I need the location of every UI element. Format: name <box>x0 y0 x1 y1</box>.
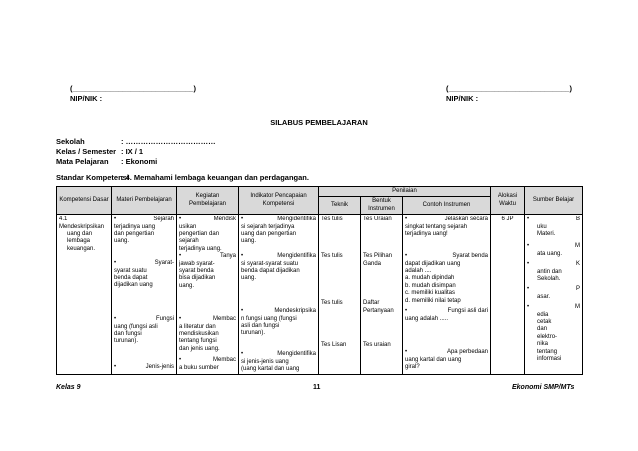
kegiatan-line: uang. <box>179 282 195 289</box>
kegiatan-line: jawab syarat- <box>179 260 215 267</box>
kegiatan-line: sejarah <box>179 238 199 245</box>
cell-bentuk <box>361 215 403 375</box>
sumber-line: M <box>575 243 581 250</box>
indikator-line: n fungsi uang (fungsi <box>241 315 297 322</box>
sumber-item <box>527 304 580 363</box>
materi-item <box>114 216 174 246</box>
materi-line: Fungsi <box>155 316 174 323</box>
indikator-item <box>241 308 316 338</box>
bullet-icon: • <box>405 308 408 315</box>
bullet-icon: • <box>241 253 244 260</box>
contoh-item <box>405 253 488 305</box>
indikator-line: turunan). <box>241 330 266 337</box>
indikator-item <box>241 351 316 373</box>
bullet-icon: • <box>527 304 530 311</box>
kegiatan-line: Mendisk <box>213 216 236 223</box>
bentuk-line: Pertanyaan <box>363 307 394 314</box>
materi-item <box>114 364 174 371</box>
indikator-line: si sejarah terjadinya <box>241 223 295 230</box>
kegiatan-line: terjadinya uang. <box>179 245 222 252</box>
teknik-item: Tes tulis <box>321 300 343 307</box>
header-bentuk: Bentuk Instrumen <box>361 197 403 215</box>
sumber-item <box>527 286 580 301</box>
bullet-icon: • <box>179 216 182 223</box>
contoh-line: Syarat benda <box>452 253 489 260</box>
kegiatan-line: dan jenis uang. <box>179 345 220 352</box>
footer-left: Kelas 9 <box>56 384 81 391</box>
header-kd: Kompetensi Dasar <box>57 187 112 215</box>
teknik-item: Tes tulis <box>321 216 343 223</box>
kegiatan-line: usikan <box>179 223 197 230</box>
mapel-label: Mata Pelajaran <box>56 157 109 166</box>
kegiatan-item <box>179 316 236 353</box>
cell-kegiatan <box>177 215 239 375</box>
sumber-line: tentang <box>537 348 558 355</box>
signature-left-nip: NIP/NIK : <box>70 94 103 103</box>
contoh-line: terjadinya uang! <box>405 231 448 238</box>
bullet-icon: • <box>114 260 117 267</box>
header-sumber: Sumber Belajar <box>525 187 583 215</box>
footer-right: Ekonomi SMP/MTs <box>512 384 575 391</box>
cell-teknik <box>319 215 361 375</box>
sumber-line: asar. <box>537 293 551 300</box>
header-row-1 <box>57 187 583 197</box>
bullet-icon: • <box>114 216 117 223</box>
bentuk-item <box>363 216 392 223</box>
indikator-line: uang. <box>241 238 257 245</box>
sumber-line: antin dan <box>537 268 562 275</box>
contoh-line: uang kartal dan uang <box>405 356 462 363</box>
kd-line: keuangan. <box>67 245 96 252</box>
bullet-icon: • <box>179 316 182 323</box>
sumber-line: elektro- <box>537 333 558 340</box>
kegiatan-line: mendiskusikan <box>179 331 219 338</box>
contoh-line: d. memiliki nilai tetap <box>405 297 461 304</box>
sumber-line: ata uang. <box>537 250 563 257</box>
bentuk-line: Tes uraian <box>363 342 391 349</box>
indikator-line: si syarat-syarat suatu <box>241 260 299 267</box>
syllabus-table <box>56 186 583 375</box>
signature-right-line: (_____________________________) <box>446 84 572 93</box>
materi-line: dan fungsi <box>114 331 142 338</box>
contoh-line: Jelaskan secara <box>444 216 489 223</box>
sumber-line: Sekolah. <box>537 276 561 283</box>
materi-item <box>114 260 174 290</box>
info-values <box>121 137 216 167</box>
header-kegiatan: Kegiatan Pembelajaran <box>177 187 239 215</box>
header-penilaian: Penilaian <box>319 187 491 197</box>
contoh-line: giral? <box>405 364 420 371</box>
info-labels <box>56 137 116 167</box>
signature-right <box>446 84 572 104</box>
bentuk-item <box>363 253 392 268</box>
bullet-icon: • <box>405 349 408 356</box>
kegiatan-line: bisa dijadikan <box>179 275 216 282</box>
table-row <box>57 215 583 375</box>
mapel-value: : Ekonomi <box>121 157 158 166</box>
contoh-item <box>405 349 488 371</box>
bentuk-line: Tes Uraian <box>363 216 392 223</box>
teknik-item: Tes Lisan <box>321 342 347 349</box>
sumber-item <box>527 261 580 283</box>
kegiatan-item <box>179 357 236 372</box>
kegiatan-item <box>179 216 236 253</box>
indikator-item <box>241 253 316 283</box>
contoh-item <box>405 308 488 323</box>
kegiatan-line: a literatur dan <box>179 323 216 330</box>
sumber-line: cetak <box>537 319 552 326</box>
materi-line: dan pengertian <box>114 231 155 238</box>
bullet-icon: • <box>527 243 530 250</box>
kegiatan-line: pengertian dan <box>179 231 220 238</box>
contoh-line: dapat dijadikan uang <box>405 260 461 267</box>
contoh-line: adalah .... <box>405 268 432 275</box>
bullet-icon: • <box>527 261 530 268</box>
materi-line: Syarat- <box>154 260 174 267</box>
sk-label: Standar Kompetensi <box>56 173 129 182</box>
indikator-line: benda dapat dijadikan <box>241 268 300 275</box>
indikator-line: asli dan fungsi <box>241 323 280 330</box>
materi-line: syarat suatu <box>114 267 147 274</box>
cell-contoh <box>403 215 491 375</box>
kd-line: 4.1 Mendeskripsikan <box>59 216 105 230</box>
materi-line: Sejarah <box>153 216 174 223</box>
bullet-icon: • <box>114 364 117 371</box>
bentuk-line: Ganda <box>363 260 382 267</box>
bullet-icon: • <box>241 216 244 223</box>
kd-text <box>59 216 109 253</box>
sumber-line: dan <box>537 326 548 333</box>
bentuk-line: Tes Pilihan <box>363 253 393 260</box>
indikator-line: uang dan pengertian <box>241 231 297 238</box>
materi-line: benda dapat <box>114 275 148 282</box>
sumber-item <box>527 243 580 258</box>
sekolah-label: Sekolah <box>56 137 85 146</box>
indikator-line: Mengidentifika <box>277 351 316 358</box>
kelas-value: : IX / 1 <box>121 147 144 156</box>
sumber-line: Materi. <box>537 231 556 238</box>
signature-left <box>70 84 196 104</box>
kegiatan-item <box>179 253 236 290</box>
bullet-icon: • <box>179 357 182 364</box>
bullet-icon: • <box>241 351 244 358</box>
header-materi: Materi Pembelajaran <box>112 187 177 215</box>
materi-line: dijadikan uang <box>114 282 153 289</box>
bullet-icon: • <box>114 316 117 323</box>
bentuk-line: Daftar <box>363 300 380 307</box>
kd-line: lembaga <box>67 238 91 245</box>
sumber-line: M <box>575 304 581 311</box>
materi-line: Jenis-jenis <box>145 364 174 371</box>
signature-left-line: (_____________________________) <box>70 84 196 93</box>
bullet-icon: • <box>527 216 530 223</box>
sumber-line: K <box>576 261 581 268</box>
bullet-icon: • <box>179 253 182 260</box>
sumber-line: nika <box>537 341 549 348</box>
contoh-line: c. memiliki kualitas <box>405 290 456 297</box>
kegiatan-line: syarat benda <box>179 268 214 275</box>
sumber-line: P <box>576 286 581 293</box>
contoh-line: Apa perbedaan <box>446 349 489 356</box>
kegiatan-line: Membac <box>212 316 236 323</box>
indikator-line: Mengidentifika <box>277 253 316 260</box>
sumber-line: B <box>576 216 581 223</box>
indikator-line: (uang kartal dan uang <box>241 366 300 373</box>
indikator-item <box>241 216 316 246</box>
materi-line: terjadinya uang <box>114 223 156 230</box>
sumber-line: uku <box>537 223 547 230</box>
teknik-item: Tes tulis <box>321 253 343 260</box>
bentuk-item <box>363 300 394 315</box>
sekolah-value: : ……………………………… <box>121 137 216 146</box>
cell-kd <box>57 215 112 375</box>
page-title: SILABUS PEMBELAJARAN <box>270 118 368 127</box>
cell-indikator <box>239 215 319 375</box>
cell-materi <box>112 215 177 375</box>
sumber-line: edia <box>537 311 549 318</box>
header-teknik: Teknik <box>319 197 361 215</box>
bullet-icon: • <box>241 308 244 315</box>
indikator-line: uang. <box>241 275 257 282</box>
bullet-icon: • <box>405 253 408 260</box>
contoh-item <box>405 216 488 238</box>
sk-value: : 4. Memahami lembaga keuangan dan perdagangan. <box>121 173 309 182</box>
materi-item <box>114 316 174 346</box>
sumber-line: informasi <box>537 356 562 363</box>
header-contoh: Contoh Instrumen <box>403 197 491 215</box>
materi-line: uang. <box>114 238 130 245</box>
indikator-line: Mendeskripsika <box>274 308 316 315</box>
bullet-icon: • <box>527 286 530 293</box>
kegiatan-line: Membac <box>212 357 236 364</box>
kegiatan-line: tentang fungsi <box>179 338 217 345</box>
kelas-label: Kelas / Semester <box>56 147 117 156</box>
cell-sumber <box>525 215 583 375</box>
materi-line: turunan). <box>114 338 139 345</box>
page-number: 11 <box>313 384 321 391</box>
contoh-line: singkat tentang sejarah <box>405 223 468 230</box>
bentuk-item <box>363 342 391 349</box>
contoh-line: a. mudah dipindah <box>405 275 455 282</box>
kegiatan-line: Tanya <box>219 253 236 260</box>
header-indikator: Indikator Pencapaian Kompetensi <box>239 187 319 215</box>
bullet-icon: • <box>405 216 408 223</box>
cell-alokasi <box>491 215 525 375</box>
signature-right-nip: NIP/NIK : <box>446 94 479 103</box>
header-alokasi: Alokasi Waktu <box>491 187 525 215</box>
contoh-line: b. mudah disimpan <box>405 282 456 289</box>
contoh-line: uang adalah ..... <box>405 315 449 322</box>
kd-line: uang dan <box>67 231 93 238</box>
materi-line: uang (fungsi asli <box>114 323 158 330</box>
indikator-line: si jenis-jenis uang <box>241 358 289 365</box>
alokasi-value: 6 JP <box>501 216 514 223</box>
sumber-item <box>527 216 580 238</box>
contoh-line: Fungsi asli dari <box>447 308 489 315</box>
indikator-line: Mengidentifika <box>277 216 316 223</box>
kegiatan-line: a buku sumber <box>179 364 219 371</box>
